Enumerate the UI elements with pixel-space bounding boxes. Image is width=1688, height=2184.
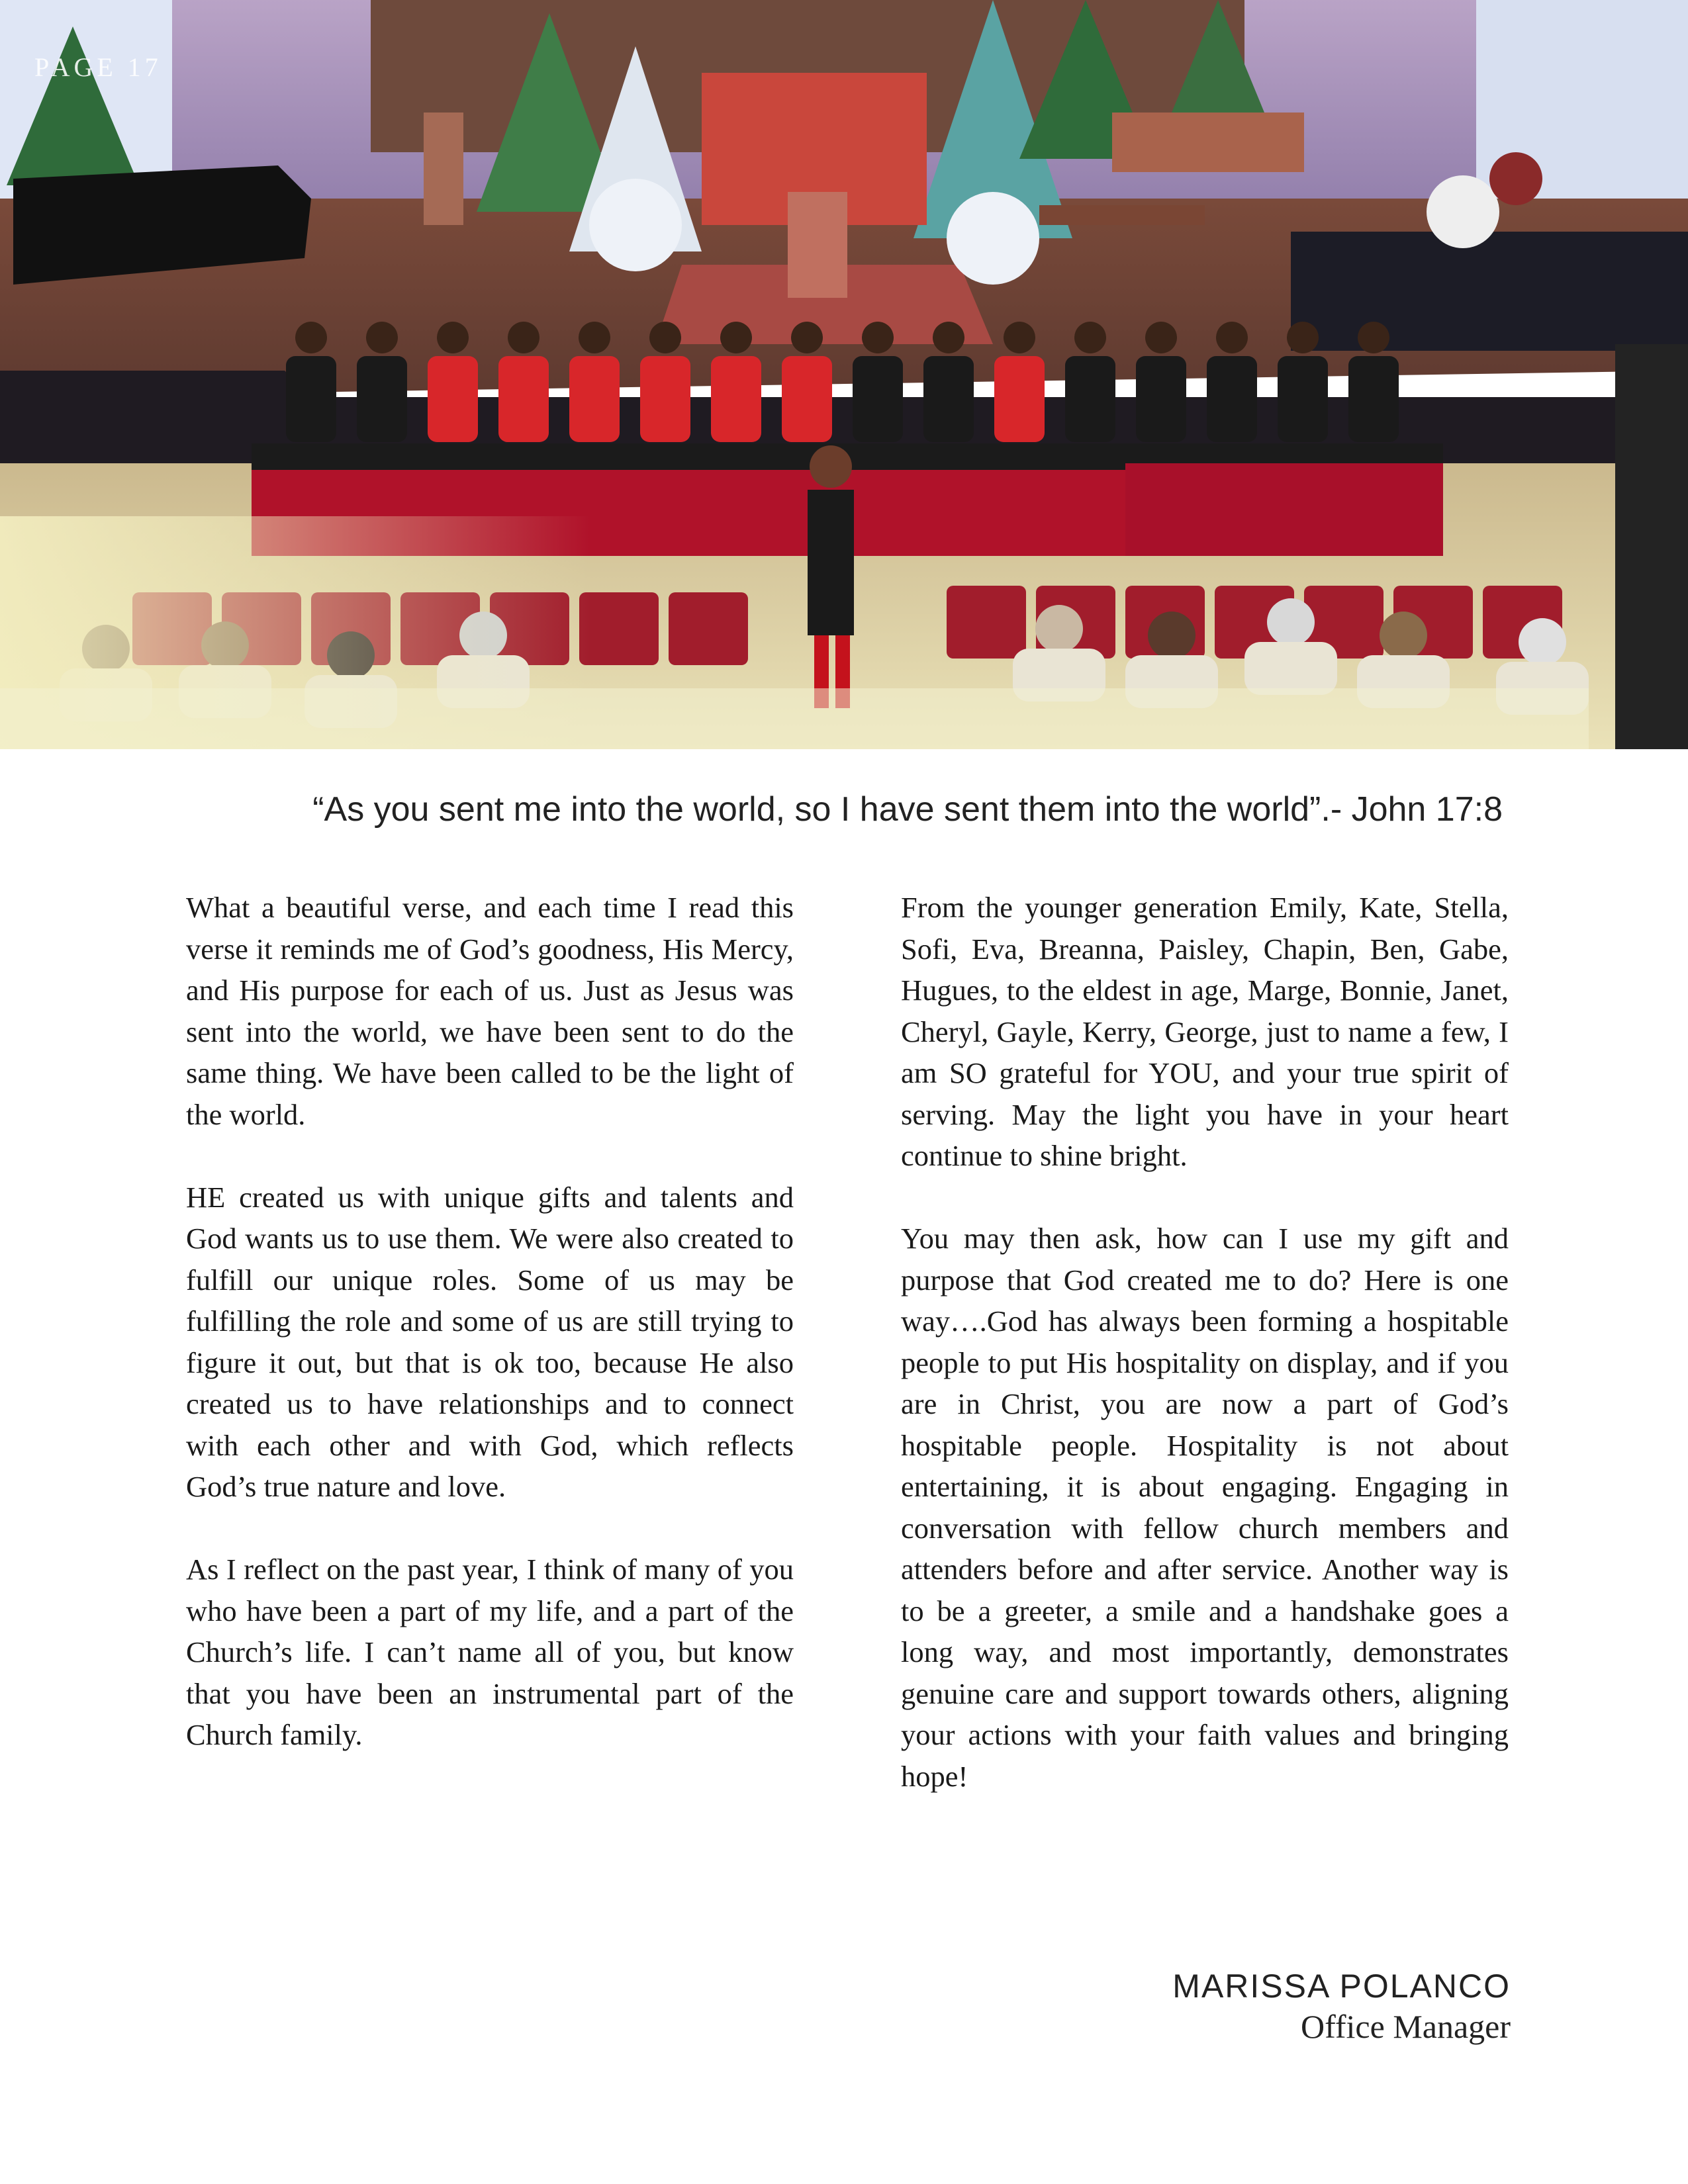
right-column: [901, 887, 1509, 1839]
author-title: Office Manager: [1301, 2008, 1511, 2045]
paragraph: HE created us with unique gifts and talents and God wants us to use them. We were also created to fulfill our unique roles. Some of us may be fulfilling the role and some of us are still trying to figure it out, but that is ok too, because He also created us to have relationships and to connect with each other and with God, which reflects God’s true nature and love.: [186, 1180, 794, 1503]
paragraph: As I reflect on the past year, I think of many of you who have been a part of my life, and a part of the Church’s life. I can’t name all of you, but know that you have been an instrumental part of the Church family.: [186, 1553, 794, 1751]
author-name: MARISSA POLANCO: [1172, 1968, 1511, 2005]
signature-block: [1172, 1966, 1511, 2046]
paragraph: From the younger generation Emily, Kate, Stella, Sofi, Eva, Breanna, Paisley, Chapin, Ben, Gabe, Hugues, to the eldest in age, Marge, Bonnie, Janet, Cheryl, Gayle, Kerry, George, just to name a few, I am SO grateful for YOU, and your true spirit of serving. May the light you have in your heart continue to shine bright.: [901, 891, 1509, 1172]
page-number: PAGE 17: [34, 52, 162, 82]
paragraph: You may then ask, how can I use my gift and purpose that God created me to do? Here is one way….God has always been forming a hospitable people to put His hospitality on display, and if you are in Christ, you are now a part of God’s hospitable people. Hospitality is not about entertaining, it is about engaging. Engaging in conversation with fellow church members and attenders before and after service. Another way is to be a greeter, a smile and a handshake goes a long way, and most importantly, demonstrates genuine care and support towards others, aligning your actions with your faith values and bringing hope!: [901, 1222, 1509, 1793]
scripture-quote: “As you sent me into the world, so I have sent them into the world”.- John 17:8: [312, 790, 1503, 829]
paragraph: What a beautiful verse, and each time I read this verse it reminds me of God’s goodness, His Mercy, and His purpose for each of us. Just as Jesus was sent into the world, we have been sent to do the same thing. We have been called to be the light of the world.: [186, 891, 794, 1131]
left-column: [186, 887, 794, 1797]
hero-photo: [0, 0, 1688, 749]
handbell-choir-photo: [0, 0, 1688, 749]
